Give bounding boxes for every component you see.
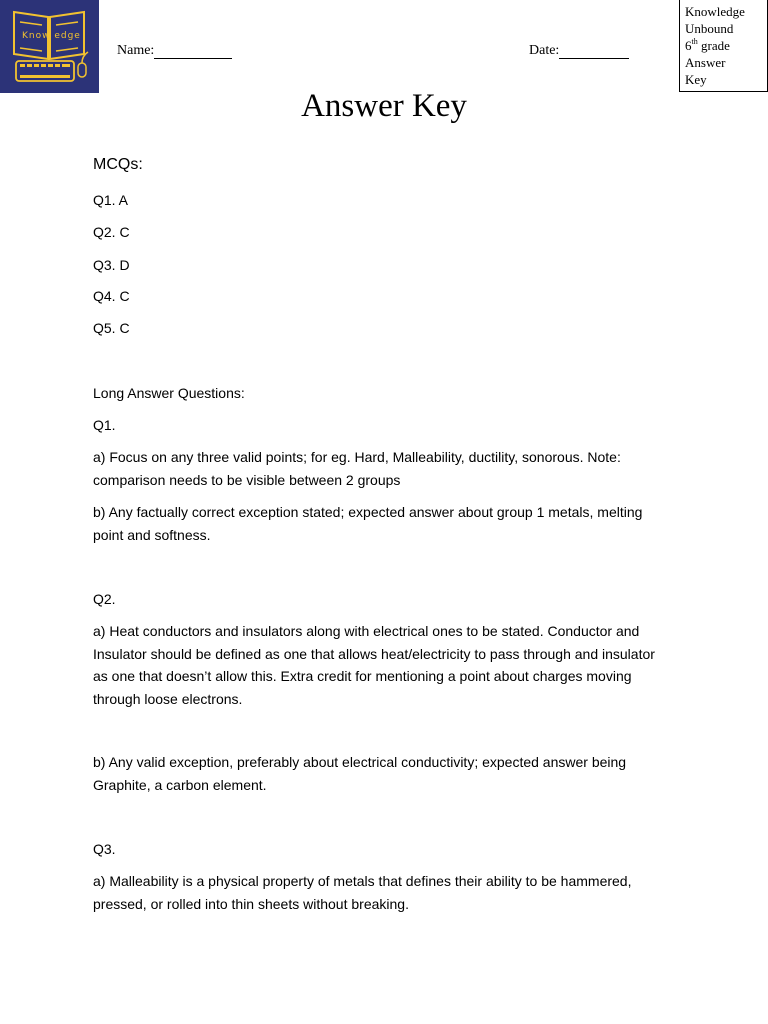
date-label: Date: — [529, 43, 560, 58]
corner-line-5: Key — [685, 72, 707, 87]
logo-top-text: Know edge — [22, 31, 81, 41]
mcq-answer-4: Q4. C — [93, 288, 130, 304]
logo-bottom-text: unbound — [24, 67, 61, 74]
logo — [0, 0, 99, 93]
q2-answer-a: a) Heat conductors and insulators along with electrical ones to be stated. Conductor and Insulator should be defined as one that allows heat/electricity to pass through and insulator as one that doesn’t allow this. Extra credit for mentioning a point about charges moving through loose electrons. — [93, 623, 655, 707]
name-blank[interactable] — [154, 45, 232, 59]
corner-line-2: Unbound — [685, 21, 734, 36]
corner-line-1: Knowledge — [685, 4, 745, 19]
date-blank[interactable] — [559, 45, 629, 59]
grade-suffix: th — [691, 36, 698, 46]
q3-answer-a: a) Malleability is a physical property of metals that defines their ability to be hammered, pressed, or rolled into thin sheets without breaking. — [93, 873, 632, 912]
q3-label: Q3. — [93, 841, 116, 857]
q2-answer-b: b) Any valid exception, preferably about electrical conductivity; expected answer being Graphite, a carbon element. — [93, 754, 627, 793]
name-label: Name: — [117, 43, 155, 58]
knowledge-unbound-keyboard-logo-icon — [0, 0, 99, 93]
q1-answer-a: a) Focus on any three valid points; for eg. Hard, Malleability, ductility, sonorous. Note: comparison needs to be visible between 2 groups — [93, 449, 621, 488]
q2-label: Q2. — [93, 591, 116, 607]
mcq-answer-5: Q5. C — [93, 320, 130, 336]
mcq-answer-2: Q2. C — [93, 224, 130, 240]
corner-info-box — [679, 0, 768, 92]
corner-line-4: Answer — [685, 55, 726, 70]
name-field[interactable] — [117, 43, 232, 59]
corner-grade — [685, 37, 767, 54]
mcq-answer-3: Q3. D — [93, 257, 130, 273]
page-title: Answer Key — [301, 88, 467, 124]
grade-number: 6 — [685, 38, 692, 53]
date-field[interactable] — [529, 43, 629, 59]
mcqs-heading: MCQs: — [93, 156, 143, 173]
q1-answer-b: b) Any factually correct exception stated; expected answer about group 1 metals, melting point and softness. — [93, 504, 643, 543]
grade-word: grade — [700, 38, 730, 53]
q1-label: Q1. — [93, 417, 116, 433]
long-answers-heading: Long Answer Questions: — [93, 385, 245, 401]
mcq-answer-1: Q1. A — [93, 192, 129, 208]
